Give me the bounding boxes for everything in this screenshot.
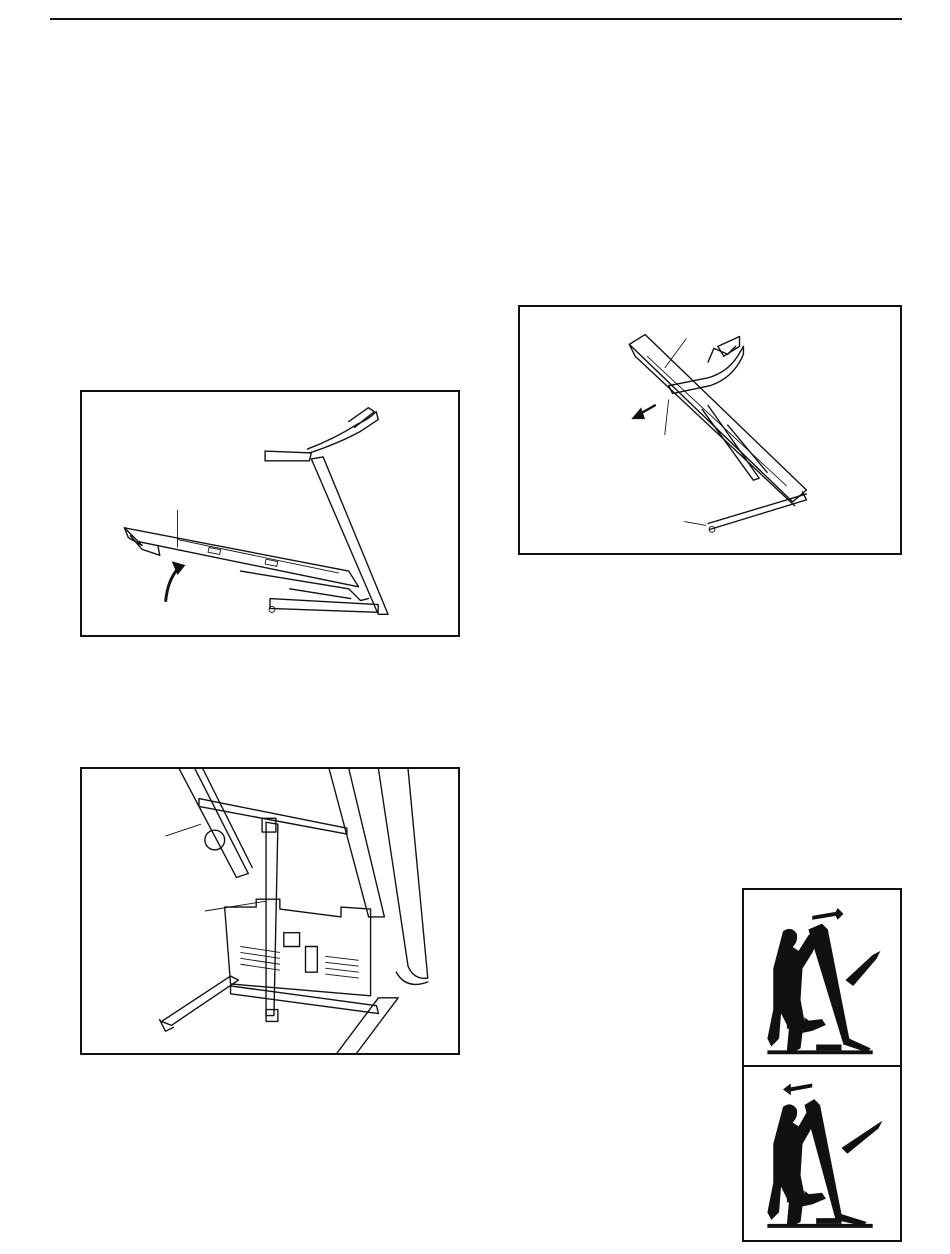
- panel-step-one: [767, 908, 880, 1054]
- treadmill-folded-rear-illustration: [82, 769, 458, 1053]
- person-folding-treadmill-illustration: [744, 890, 900, 1240]
- figure-person-steps: [742, 888, 902, 1242]
- figure-lift-deck: [80, 390, 460, 637]
- treadmill-lift-deck-illustration: [82, 392, 458, 635]
- panel-step-two: [767, 1084, 882, 1228]
- top-rule: [50, 18, 902, 20]
- treadmill-lower-deck-illustration: [520, 307, 900, 553]
- figure-lower-deck: [518, 305, 902, 555]
- figure-folded-rear-view: [80, 767, 460, 1055]
